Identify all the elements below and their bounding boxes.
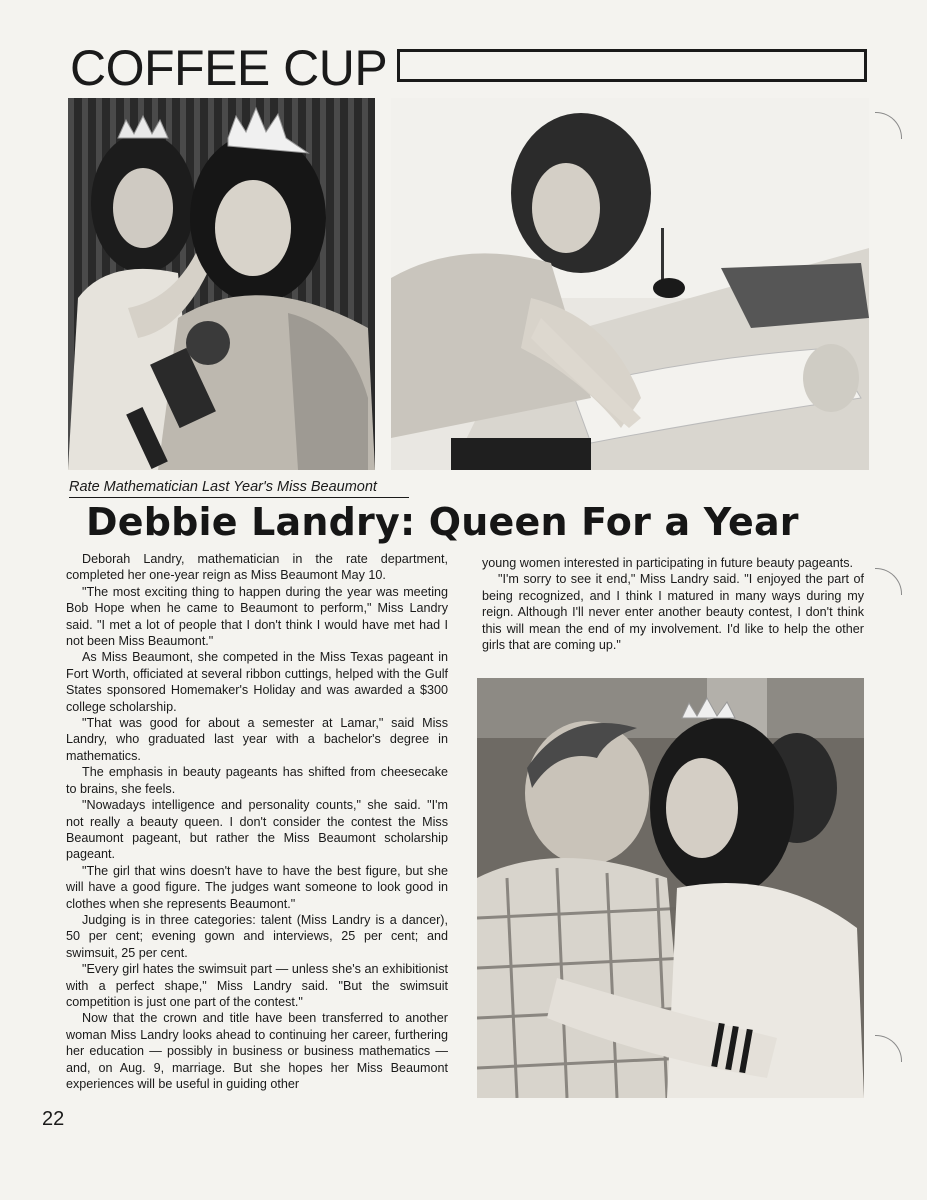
- paragraph: Now that the crown and title have been transferred to another woman Miss Landry looks ahead to continuing her career, furthering her education — possibly in business or business mathematics — and, on Aug. 9, marriage. But she hopes her Miss Beaumont experiences will be useful in guiding other: [66, 1011, 448, 1091]
- section-title: COFFEE CUP: [70, 40, 388, 96]
- paragraph: "The girl that wins doesn't have to have the best figure, but she will have a good figure. The judges want someone to look good in clothes when she represents Beaumont.": [66, 863, 448, 911]
- paragraph: Deborah Landry, mathematician in the rate department, completed her one-year reign as Miss Beaumont May 10.: [66, 552, 448, 583]
- paragraph-continued: young women interested in participating in future beauty pageants.: [482, 556, 854, 570]
- section-title-rule-box: [397, 49, 867, 82]
- paragraph: "Nowadays intelligence and personality counts," she said. "I'm not really a beauty queen. I don't consider the contest the Miss Beaumont pageant, but rather the Miss Beaumont scholarship pageant.: [66, 798, 448, 862]
- photo-mathematician-at-desk: [391, 98, 869, 470]
- binder-hole-mark: [875, 1035, 902, 1062]
- article-column-left: [66, 551, 448, 1092]
- paragraph: "That was good for about a semester at Lamar," said Miss Landry, who graduated last year with a bachelor's degree in mathematics.: [66, 716, 448, 763]
- article-column-right: [482, 555, 864, 653]
- article-kicker: Rate Mathematician Last Year's Miss Beaumont: [69, 479, 409, 498]
- photo-bob-hope-embrace: [477, 678, 864, 1098]
- photo-bob-hope-embrace-image: [477, 678, 864, 1098]
- paragraph: The emphasis in beauty pageants has shifted from cheesecake to brains, she feels.: [66, 765, 448, 796]
- paragraph: "The most exciting thing to happen during the year was meeting Bob Hope when he came to Beaumont to perform," Miss Landry said. "I met a lot of people that I don't think I would have met had I not been Miss Beaumont.": [66, 584, 448, 649]
- paragraph: Judging is in three categories: talent (Miss Landry is a dancer), 50 per cent; evening gown and interviews, 25 per cent; and swimsuit, 25 per cent.: [66, 912, 448, 960]
- paragraph: "I'm sorry to see it end," Miss Landry said. "I enjoyed the part of being recognized, and I think I matured in many ways during my reign. Although I'll never enter another beauty contest, I don't think this will mean the end of my involvement. I'd like to help the other girls that are coming up.": [482, 572, 864, 653]
- section-header: [70, 38, 870, 96]
- binder-hole-mark: [875, 568, 902, 595]
- paragraph: "Every girl hates the swimsuit part — unless she's an exhibitionist with a perfect shape," Miss Landry said. "But the swimsuit competition is just one part of the contest.": [66, 962, 448, 1009]
- paragraph: As Miss Beaumont, she competed in the Miss Texas pageant in Fort Worth, officiated at several ribbon cuttings, helped with the Gulf States sponsored Homemaker's Holiday and was awarded a $300 college scholarship.: [66, 650, 448, 714]
- photo-mathematician-at-desk-image: [391, 98, 869, 470]
- photo-queens-crowning-image: [68, 98, 375, 470]
- article-headline: Debbie Landry: Queen For a Year: [86, 500, 799, 544]
- photo-queens-crowning: [68, 98, 375, 470]
- binder-hole-mark: [875, 112, 902, 139]
- page-number: 22: [42, 1108, 65, 1130]
